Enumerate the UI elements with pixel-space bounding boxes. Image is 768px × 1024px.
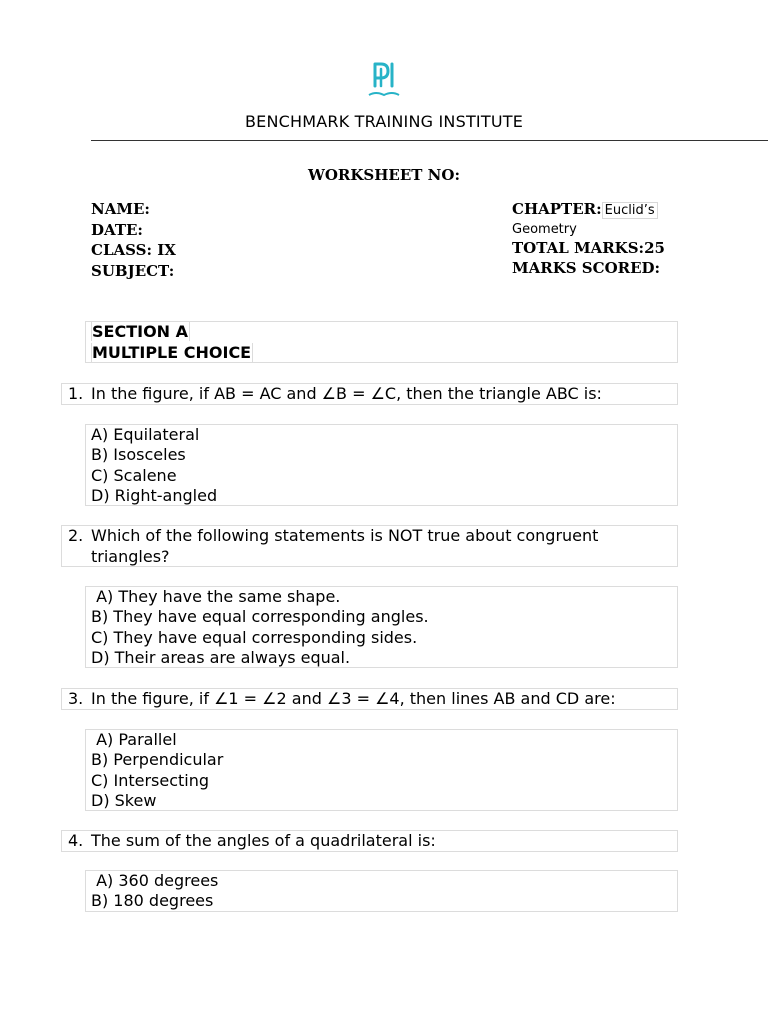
question-4: [61, 830, 678, 852]
institute-name: BENCHMARK TRAINING INSTITUTE: [244, 112, 524, 131]
question-1: [61, 383, 678, 405]
question-4-options: [85, 870, 678, 912]
option-c: C) They have equal corresponding sides.: [91, 627, 418, 647]
question-number: 1.: [68, 384, 84, 403]
worksheet-meta: [512, 199, 677, 279]
worksheet-title: WORKSHEET NO:: [308, 166, 460, 184]
question-2: [61, 525, 678, 567]
marks-scored-field: MARKS SCORED:: [512, 259, 661, 277]
section-heading: [85, 321, 678, 363]
option-a: A) They have the same shape.: [91, 587, 341, 606]
option-c: C) Scalene: [91, 465, 177, 485]
question-number: 3.: [68, 689, 84, 708]
option-d: D) Their areas are always equal.: [91, 647, 351, 667]
option-b: B) Isosceles: [91, 445, 186, 465]
header-divider: [91, 140, 768, 141]
section-title: SECTION A: [92, 322, 189, 341]
name-field: NAME:: [91, 200, 150, 218]
student-info: [91, 199, 176, 281]
chapter-value: Euclid’s: [602, 202, 658, 219]
question-3: [61, 688, 678, 710]
class-field: CLASS: IX: [91, 241, 176, 259]
option-b: B) They have equal corresponding angles.: [91, 607, 429, 627]
question-text: Which of the following statements is NOT true about congruent triangles?: [91, 526, 599, 566]
total-marks-field: TOTAL MARKS:25: [512, 238, 665, 257]
question-3-options: [85, 729, 678, 811]
option-a: A) 360 degrees: [91, 871, 219, 890]
section-subtitle: MULTIPLE CHOICE: [92, 342, 252, 362]
question-number: 4.: [68, 831, 84, 850]
option-b: B) 180 degrees: [91, 891, 214, 911]
option-a: A) Parallel: [91, 730, 177, 749]
subject-field: SUBJECT:: [91, 261, 175, 280]
question-text: The sum of the angles of a quadrilateral is:: [91, 831, 436, 850]
option-c: C) Intersecting: [91, 770, 210, 790]
option-b: B) Perpendicular: [91, 750, 224, 770]
option-d: D) Right-angled: [91, 485, 218, 505]
book-pi-logo-icon: [366, 58, 404, 98]
option-d: D) Skew: [91, 790, 157, 810]
question-1-options: [85, 424, 678, 506]
option-a: A) Equilateral: [91, 425, 200, 444]
chapter-field: [512, 199, 677, 222]
chapter-label: CHAPTER:: [512, 200, 602, 218]
question-text: In the figure, if ∠1 = ∠2 and ∠3 = ∠4, then lines AB and CD are:: [91, 689, 616, 708]
question-2-options: [85, 586, 678, 668]
chapter-value-continued: Geometry: [512, 221, 577, 237]
question-number: 2.: [68, 526, 84, 545]
date-field: DATE:: [91, 220, 143, 239]
question-text: In the figure, if AB = AC and ∠B = ∠C, then the triangle ABC is:: [91, 384, 602, 403]
